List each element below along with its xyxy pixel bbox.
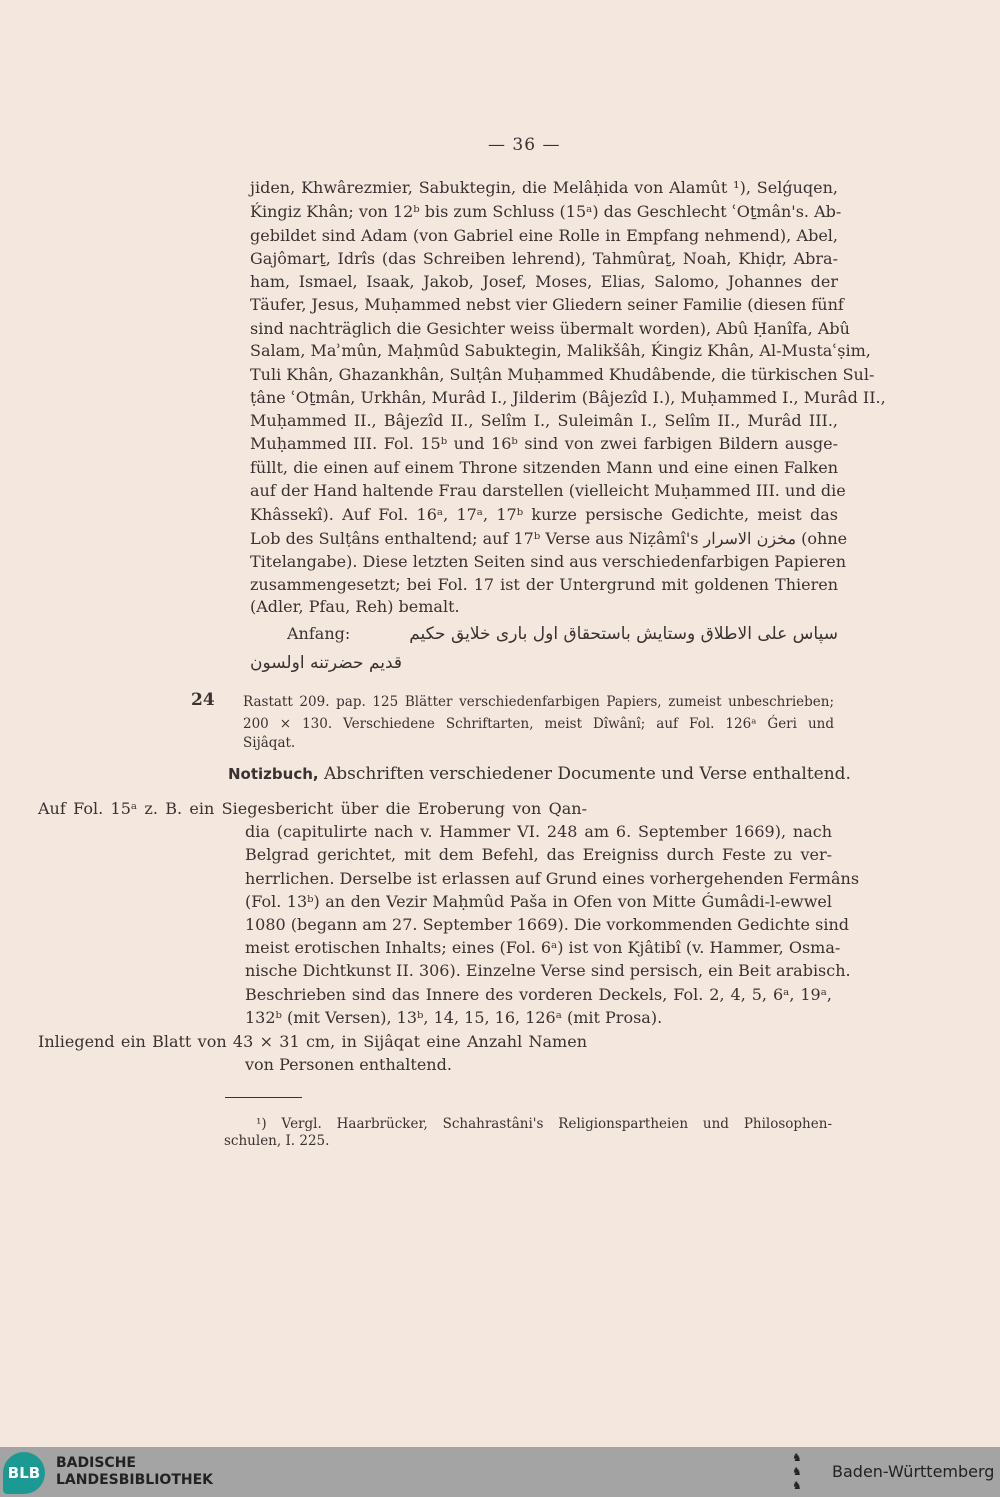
text-line: füllt, die einen auf einem Throne sitzenden Mann und eine einen Falken	[250, 458, 838, 477]
text-line: nische Dichtkunst II. 306). Einzelne Verse sind persisch, ein Beit arabisch.	[245, 961, 851, 980]
footnote-rule	[225, 1097, 302, 1098]
text-line: zusammengesetzt; bei Fol. 17 ist der Untergrund mit goldenen Thieren	[250, 575, 838, 594]
text-line: 1080 (begann am 27. September 1669). Die vorkommenden Gedichte sind	[245, 915, 849, 934]
text-line: Sijâqat.	[243, 735, 296, 751]
footer-bar	[0, 1447, 1000, 1497]
state-logo-text[interactable]: Baden-Württemberg	[832, 1462, 995, 1481]
footnote-line: schulen, I. 225.	[224, 1133, 330, 1149]
anfang-arabic-2: قديم حضرتنه اولسون	[250, 653, 403, 673]
text-line: Gajômarṯ, Idrîs (das Schreiben lehrend), Tahmûraṯ, Noah, Khiḍr, Abra-	[250, 249, 838, 268]
text-line: Muḥammed II., Bâjezîd II., Selîm I., Suleimân I., Selîm II., Murâd III.,	[250, 411, 838, 430]
text-line: sind nachträglich die Gesichter weiss übermalt worden), Abû Ḥanîfa, Abû	[250, 319, 850, 338]
lions-icon: ♞ ♞ ♞	[792, 1451, 802, 1492]
entry-number: 24	[191, 690, 215, 710]
text-line: Tuli Khân, Ghazankhân, Sulṭân Muḥammed Khudâbende, die türkischen Sul-	[250, 365, 875, 384]
text-line: Täufer, Jesus, Muḥammed nebst vier Gliedern seiner Familie (diesen fünf	[250, 295, 844, 314]
text-line: 200 × 130. Verschiedene Schriftarten, meist Dîwânî; auf Fol. 126ᵃ Ǵeri und	[243, 716, 834, 732]
text-line: Lob des Sulṭâns enthaltend; auf 17ᵇ Verse aus Niẓâmî's مخزن الاسرار (ohne	[250, 529, 848, 548]
text-line: jiden, Khwârezmier, Sabuktegin, die Melâḥida von Alamût ¹), Selǵuqen,	[250, 178, 838, 197]
text-line: (Adler, Pfau, Reh) bemalt.	[250, 597, 460, 616]
text-line: von Personen enthaltend.	[245, 1055, 452, 1074]
text-line: Ḱingiz Khân; von 12ᵇ bis zum Schluss (15ᵃ) das Geschlecht ʿOṯmân's. Ab-	[250, 202, 842, 221]
text-line: Auf Fol. 15ᵃ z. B. ein Siegesbericht über die Eroberung von Qan-	[38, 799, 587, 818]
entry-title-bold: Notizbuch,	[228, 765, 319, 783]
text-line: (Fol. 13ᵇ) an den Vezir Maḥmûd Paša in Ofen von Mitte Ǵumâdi-l-ewwel	[245, 892, 832, 911]
text-line: Belgrad gerichtet, mit dem Befehl, das Ereigniss durch Feste zu ver-	[245, 845, 832, 864]
entry-title-rest: Abschriften verschiedener Documente und Verse enthaltend.	[318, 764, 851, 784]
text-line: gebildet sind Adam (von Gabriel eine Rolle in Empfang nehmend), Abel,	[250, 226, 838, 245]
text-line: Titelangabe). Diese letzten Seiten sind aus verschiedenfarbigen Papieren	[250, 552, 847, 571]
text-line: herrlichen. Derselbe ist erlassen auf Grund eines vorhergehenden Fermâns	[245, 869, 860, 888]
library-name[interactable]	[56, 1455, 213, 1489]
text-line: Muḥammed III. Fol. 15ᵇ und 16ᵇ sind von zwei farbigen Bildern ausge-	[250, 434, 838, 453]
text-line: ṭâne ʿOṯmân, Urkhân, Murâd I., Jilderim (Bâjezîd I.), Muḥammed I., Murâd II.,	[250, 388, 886, 407]
library-line-2: LANDESBIBLIOTHEK	[56, 1472, 214, 1488]
text-line: 132ᵇ (mit Versen), 13ᵇ, 14, 15, 16, 126ᵃ (mit Prosa).	[245, 1008, 663, 1027]
text-line: Rastatt 209. pap. 125 Blätter verschiedenfarbigen Papiers, zumeist unbeschrieben;	[243, 694, 834, 710]
anfang-line-1	[250, 624, 838, 644]
anfang-label: Anfang:	[287, 624, 351, 643]
footnote-line: ¹) Vergl. Haarbrücker, Schahrastâni's Religionspartheien und Philosophen-	[256, 1116, 832, 1132]
blb-logo[interactable]: BLB	[3, 1452, 45, 1494]
text-line: dia (capitulirte nach v. Hammer VI. 248 am 6. September 1669), nach	[245, 822, 832, 841]
text-line: ham, Ismael, Isaak, Jakob, Josef, Moses, Elias, Salomo, Johannes der	[250, 272, 838, 291]
text-line: Khâssekî). Auf Fol. 16ᵃ, 17ᵃ, 17ᵇ kurze persische Gedichte, meist das	[250, 505, 838, 524]
text-line: meist erotischen Inhalts; eines (Fol. 6ᵃ) ist von Kjâtibî (v. Hammer, Osma-	[245, 938, 841, 957]
entry-title	[228, 764, 851, 784]
library-line-1: BADISCHE	[56, 1455, 136, 1471]
text-line: auf der Hand haltende Frau darstellen (vielleicht Muḥammed III. und die	[250, 481, 846, 500]
page-number: — 36 —	[488, 135, 561, 155]
text-line: Salam, Maʾmûn, Maḥmûd Sabuktegin, Malikšâh, Ḱingiz Khân, Al-Mustaʿṣim,	[250, 341, 871, 360]
text-line: Inliegend ein Blatt von 43 × 31 cm, in Sijâqat eine Anzahl Namen	[38, 1032, 587, 1051]
anfang-arabic-1: سپاس على الاطلاق وستايش باستحقاق اول بارى خلايق حكيم	[409, 624, 838, 644]
text-line: Beschrieben sind das Innere des vorderen Deckels, Fol. 2, 4, 5, 6ᵃ, 19ᵃ,	[245, 985, 832, 1004]
